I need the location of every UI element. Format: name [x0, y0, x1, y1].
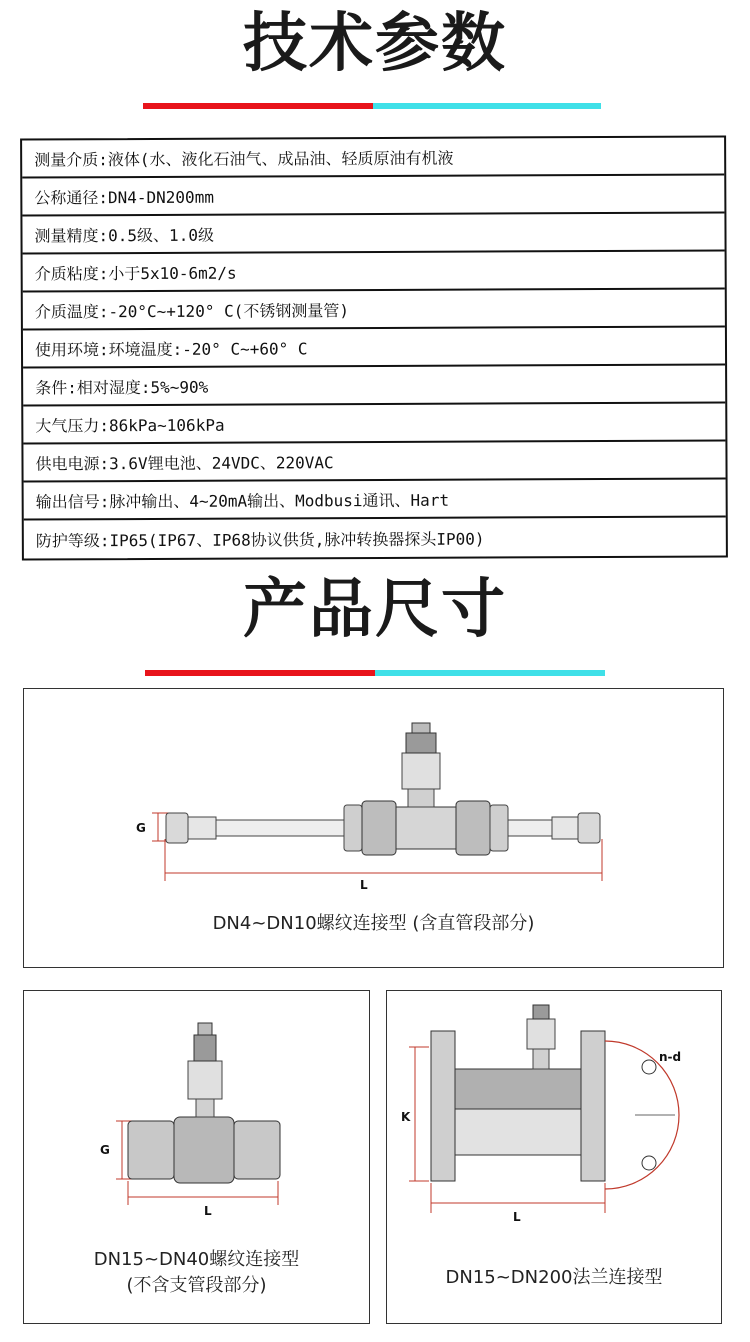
- caption-dn15-dn200: DN15~DN200法兰连接型: [445, 1267, 663, 1288]
- spec-row: 输出信号:脉冲输出、4~20mA输出、Modbusi通讯、Hart: [24, 479, 726, 520]
- label-g: G: [100, 1143, 110, 1157]
- spec-row: 测量介质:液体(水、液化石油气、成品油、轻质原油有机液: [22, 137, 724, 178]
- spec-row: 公称通径:DN4-DN200mm: [22, 175, 724, 216]
- label-k: K: [401, 1110, 411, 1124]
- title-underline: [145, 670, 605, 676]
- diagram-panel-dn4-dn10: [23, 688, 724, 968]
- spec-row: 介质粘度:小于5x10-6m2/s: [23, 251, 725, 292]
- flowmeter-threaded-dn15-diagram: [24, 991, 368, 1231]
- section-title-dimensions: 产品尺寸: [243, 573, 507, 647]
- spec-row: 条件:相对湿度:5%~90%: [23, 365, 725, 406]
- section-title-tech-params: 技术参数: [243, 7, 507, 81]
- spec-row: 使用环境:环境温度:-20° C~+60° C: [23, 327, 725, 368]
- caption-dn15-dn40-line2: (不含支管段部分): [126, 1275, 267, 1296]
- title-underline: [143, 103, 601, 109]
- flowmeter-threaded-diagram: [24, 689, 722, 909]
- spec-row: 介质温度:-20°C~+120° C(不锈钢测量管): [23, 289, 725, 330]
- label-nd: n-d: [659, 1050, 682, 1064]
- spec-row: 防护等级:IP65(IP67、IP68协议供货,脉冲转换器探头IP00): [35, 529, 485, 550]
- label-l: L: [204, 1204, 212, 1218]
- caption-dn4-dn10: DN4~DN10螺纹连接型 (含直管段部分): [212, 913, 535, 934]
- diagram-panel-dn15-dn40: [23, 990, 370, 1324]
- label-l: L: [513, 1210, 521, 1224]
- label-l: L: [360, 878, 368, 892]
- spec-row: 大气压力:86kPa~106kPa: [23, 403, 725, 444]
- spec-row: 供电电源:3.6V锂电池、24VDC、220VAC: [23, 441, 725, 482]
- diagram-panel-dn15-dn200: [386, 990, 722, 1324]
- label-g: G: [136, 821, 146, 835]
- caption-dn15-dn40-line1: DN15~DN40螺纹连接型: [93, 1249, 300, 1270]
- spec-row: 测量精度:0.5级、1.0级: [22, 213, 724, 254]
- spec-table: [20, 135, 728, 560]
- flowmeter-flanged-diagram: [387, 991, 720, 1241]
